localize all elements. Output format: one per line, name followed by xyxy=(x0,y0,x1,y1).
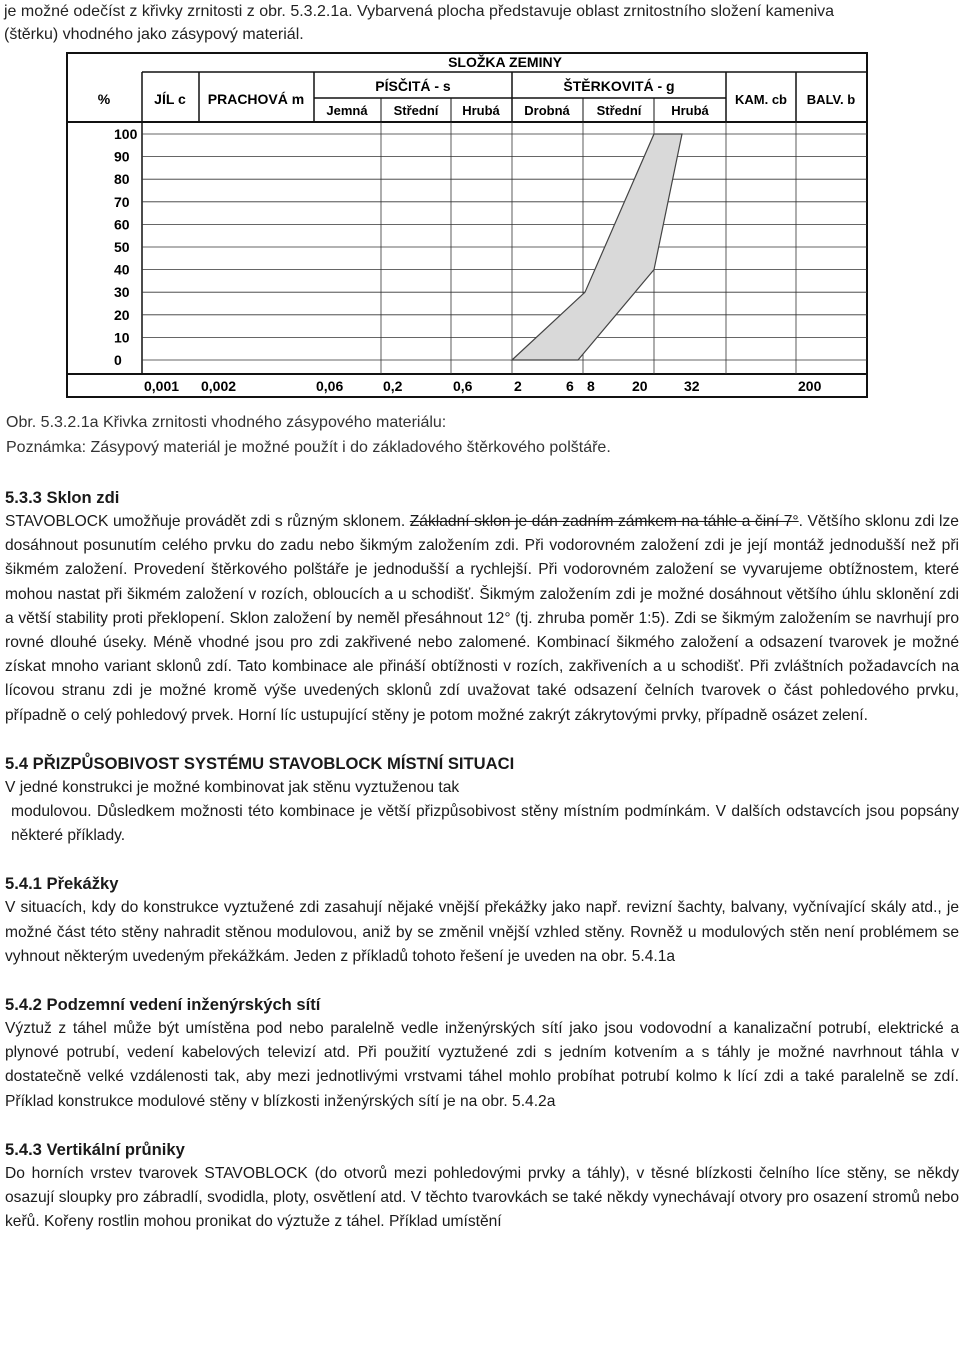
x-tick-label: 6 xyxy=(566,378,574,394)
header-gravel-medium: Střední xyxy=(596,103,642,118)
caption-line-2: Poznámka: Zásypový materiál je možné použít i do základového štěrkového polštáře. xyxy=(6,439,611,456)
y-tick-label: 10 xyxy=(114,329,130,346)
heading-5-4: 5.4 PŘIZPŮSOBIVOST SYSTÉMU STAVOBLOCK MÍSTNÍ SITUACI xyxy=(5,753,515,773)
heading-5-3-3: 5.3.3 Sklon zdi xyxy=(5,488,120,507)
header-silt: PRACHOVÁ m xyxy=(207,91,305,107)
heading-5-4-2: 5.4.2 Podzemní vedení inženýrských sítí xyxy=(5,995,321,1015)
x-tick-label: 0,06 xyxy=(316,378,344,394)
paragraph-5-4-3: Do horních vrstev tvarovek STAVOBLOCK (do otvorů mezi pohledovými prvky a táhly), v těsné blízkosti čelního líce stěny, se někdy osazují sloupky pro zábradlí, svodidla, ploty, osvětlení atd. V těchto tvarovkách se také někdy vynechávají otvory pro osazení stromů nebo keřů. Kořeny rostlin mohou pronikat do výztuže z táhel. Příklad umístění xyxy=(5,1164,959,1231)
x-tick-label: 0,2 xyxy=(383,378,403,394)
figure-caption xyxy=(6,410,956,460)
x-tick-label: 0,6 xyxy=(453,378,473,394)
heading-5-4-1: 5.4.1 Překážky xyxy=(5,874,119,894)
x-tick-label: 0,002 xyxy=(201,378,237,394)
intro-text xyxy=(4,0,956,46)
x-tick-label: 200 xyxy=(798,378,822,394)
paragraph-5-4-2: Výztuž z táhel může být umístěna pod nebo paralelně vedle inženýrských sítí jako jsou vodovodní a kanalizační potrubí, elektrické a plynové potrubí, vedení kabelových televizí atd. Při použití vyztužené zdi s jedním kotvením a s táhly je možné navrhnout táhla v dostatečně velké vzdálenosti tak, aby mezi jednotlivými vrstvami táhel mohlo probíhat potrubí kolmo k lící zdi a také paralelně se zdí. Příklad konstrukce modulové stěny v blízkosti inženýrských sítí je na obr. 5.4.2a xyxy=(5,1020,959,1110)
paragraph-5-4-line-2: modulovou. Důsledkem možnosti této kombinace je větší přizpůsobivost stěny místním podmínkám. V dalších odstavcích jsou popsány některé příklady. xyxy=(11,803,959,845)
y-tick-label: 40 xyxy=(114,261,130,278)
x-tick-label: 20 xyxy=(632,378,648,394)
paragraph-5-3-3-start: STAVOBLOCK umožňuje provádět zdi s různým sklonem. xyxy=(5,513,410,530)
y-tick-label: 20 xyxy=(114,306,130,323)
chart-title: SLOŽKA ZEMINY xyxy=(448,54,562,70)
x-tick-label: 8 xyxy=(587,378,595,394)
header-gravel-fine: Drobná xyxy=(524,103,570,118)
header-boulders: BALV. b xyxy=(806,92,856,107)
header-cobbles: KAM. cb xyxy=(735,92,787,107)
y-tick-label: 100 xyxy=(114,126,138,142)
grain-size-chart xyxy=(66,52,868,398)
header-percent: % xyxy=(97,91,111,107)
chart-svg xyxy=(66,52,868,398)
caption-line-1: Obr. 5.3.2.1a Křivka zrnitosti vhodného zásypového materiálu: xyxy=(6,414,447,431)
paragraph-5-3-3 xyxy=(5,510,959,728)
x-tick-label: 2 xyxy=(514,378,522,394)
x-tick-label: 32 xyxy=(684,378,700,394)
y-tick-label: 50 xyxy=(114,239,130,255)
struck-text: Základní sklon je dán zadním zámkem na táhle a činí 7° xyxy=(409,513,799,530)
y-tick-label: 90 xyxy=(114,148,130,165)
header-sand-coarse: Hrubá xyxy=(462,103,500,118)
intro-line-2: (štěrku) vhodného jako zásypový materiál. xyxy=(4,26,304,43)
x-tick-label: 0,001 xyxy=(144,378,180,394)
header-sand-medium: Střední xyxy=(393,103,439,118)
y-tick-label: 70 xyxy=(114,193,130,210)
header-clay: JÍL c xyxy=(154,91,186,107)
intro-line-1: je možné odečíst z křivky zrnitosti z obr. 5.3.2.1a. Vybarvená plocha představuje oblast zrnitostního složení kameniva xyxy=(4,3,835,20)
document-body xyxy=(5,486,959,1234)
y-tick-label: 60 xyxy=(114,216,130,233)
header-sand-fine: Jemná xyxy=(326,103,368,118)
header-gravel: ŠTĚRKOVITÁ - g xyxy=(563,78,675,94)
paragraph-5-4-1: V situacích, kdy do konstrukce vyztužené zdi zasahují nějaké vnější překážky jako např. revizní šachty, balvany, vyčnívající skály atd., je možné část této stěny nahradit stěnou modulovou, aniž by se změnil vnější vzhled stěny. Rovněž u modulových stěn není problémem se vyhnout některým uvedeným překážkám. Jeden z příkladů tohoto řešení je uveden na obr. 5.4.1a xyxy=(5,899,959,965)
y-tick-label: 30 xyxy=(114,284,130,301)
header-sand: PÍSČITÁ - s xyxy=(375,78,451,94)
header-gravel-coarse: Hrubá xyxy=(671,103,709,118)
paragraph-5-3-3-rest: . Většího sklonu zdi lze dosáhnout posunutím celého prvku do zadu nebo šikmým založením zdi. Při vodorovném založení zdi je její montáž jednodušší než při šikmém založení. Provedení štěrkového polštáře je jednodušší a rychlejší. Při vodorovném založení se vyvarujeme obtížnostem, které mohou nastat při šikmém založení v rozích, obloucích a u schodišť. Šikmým založením zdi je možné dosáhnout většího úhlu sklonění zdi a větší stability proti překlopení. Sklon založení by neměl přesáhnout 12° (tj. zhruba poměr 1:5). Zdi se šikmým založením se navrhují pro rovné dlouhé úseky. Méně vhodné jsou pro zdi zakřivené nebo zalomené. Kombinací šikmého založení a odsazení tvarovek je možné získat mnoho variant sklonů zdí. Tato kombinace ale přináší obtížnosti v rozích, zakřiveních a u schodišť. Při zvláštních požadavcích na lícovou stranu zdi je možné kromě výše uvedených sklonů zdí uvažovat také odsazení čelních tvarovek o část pohledového prvku, případně o celý pohledový prvek. Horní líc ustupující stěny je potom možné zakrýt zákrytovými prvky, případně osázet zelení. xyxy=(5,513,959,724)
y-tick-label: 0 xyxy=(114,352,122,368)
heading-5-4-3: 5.4.3 Vertikální průniky xyxy=(5,1139,185,1159)
y-tick-label: 80 xyxy=(114,171,130,188)
paragraph-5-4-line-1: V jedné konstrukci je možné kombinovat jak stěnu vyztuženou tak xyxy=(5,778,460,796)
